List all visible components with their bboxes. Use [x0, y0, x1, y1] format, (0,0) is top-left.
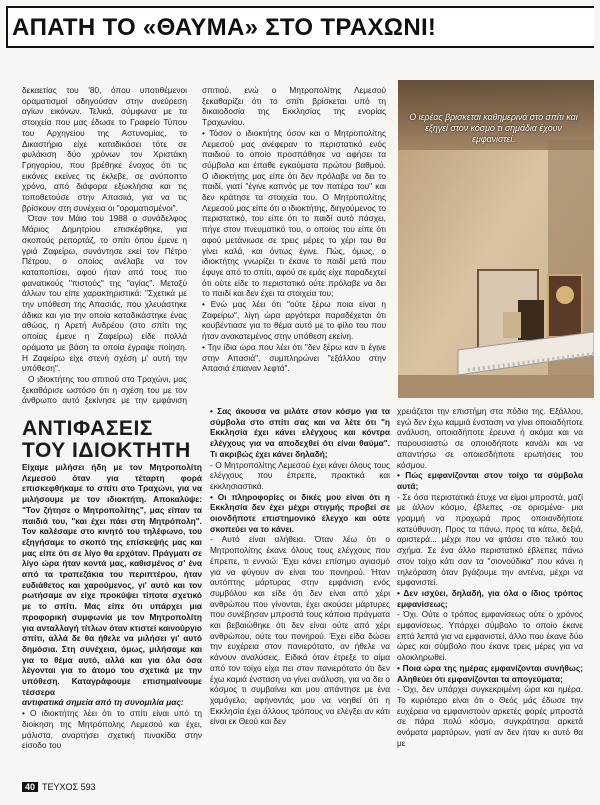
article-column-2: [202, 85, 386, 405]
photo-caption: Ο ιερέας βρισκεται καθημερινά στο σπίτι και εξηγεί στον κόσμο τι σημάδια έχουν εμφανιστεί.: [409, 112, 578, 144]
section-subheading: ΑΝΤΙΦΑΣΕΙΣ ΤΟΥ ΙΔΙΟΚΤΗΤΗ: [22, 417, 191, 462]
answer: - Όχι. Ούτε ο τρόπος εμφανίσεως ούτε ο χρόνος εμφανίσεως. Υπάρχει σύμβολο το οποίο έκανε επτά λεπτά για να εμφανιστεί, άλλο που έκανε δύο ώρες και σύμβολο που έκανε τρεις μέρες για να ολοκληρωθεί.: [397, 609, 583, 663]
page-footer: [22, 782, 96, 792]
paragraph: σπιτιού, ενώ ο Μητροπολίτης Λεμεσού ξεκαθαρίζει ότι το σπίτι βρίσκεται υπό τη δικαιοδοσία της Εκκλησίας της ενορίας Τραχωνίου.: [202, 85, 386, 128]
answer: - Σε όσα περιστατικά έτυχε να είμαι μπροστά, μαζί με άλλον κόσμο, έβλεπες -σε ορισμένα- μια γραμμή να προχωρά προς οποιανδήποτε κατεύθυνση. Προς τα πάνω, προς τα κάτω, δεξιά, αριστερά... μέχρι που να φτάσει στο τελικό του σχήμα. Σε ένα άλλο περιστατικό έβλεπες πάνω στον τοίχο κάτι σαν τα "σιονούδικα" που κάνει η τηλεόραση όταν βγάζουμε την αντένα, μέχρι να εμφανιστεί.: [397, 491, 583, 588]
answer: - Αυτό είναι αλήθεια. Όταν λέω ότι ο Μητροπολίτης έκανε όλους τους ελέγχους που έπρεπε, τι εννοώ: Έχει κάνει επίσημο αγιασμό για να φύγουν αν είναι του πονηρού. Ήταν αυτόπτης μάρτυρας στην εμφάνιση ενός συμβόλου και είδε ότι δεν είναι από χέρι ανθρώπου που γίνονται, έχει ακούσει μάρτυρες που συνέβησαν μπροστά τους κάποια πράγματα και βεβαιώθηκε ότι δεν είναι ούτε από χέρι ανθρώπου, ούτε του πονηρού. Έχει είδα δώσει την ευχέρεια στον πανιερότατο, αν ήθελε να κάνουν αναλύσεις. Ειδικά όταν έτρεξε το αίμα από τον τοίχο είχα πει στον πανιερότατο ότι δεν έχω καμιά ένσταση να γίνει ανάλυση, για να δει ο κόσμος τι συμβαίνει και μου απάντησε με ένα χαμόγελο, αφήνοντάς μου να νοηθεί ότι η Εκκλησία έχει άλλους τρόπους να ελέγξει αν κάτι είναι εκ Θεού και δεν: [210, 534, 390, 727]
paragraph: • Ενώ μας λέει ότι "ούτε ξέρω ποια είναι η Ζαφείρω", λίγη ώρα αργότερα παραδέχεται ότι κουβέντιασε για το θέμα αυτό με το φίλο του που ήταν ανακατεμένος στην υπόθεση εκείνη.: [202, 299, 386, 342]
question: • Ποια ώρα της ημέρας εμφανίζονται συνήθως; Αληθεύει ότι εμφανίζονται τα απογεύματα;: [397, 662, 583, 684]
page-number: 40: [22, 782, 38, 792]
article-column-3: [22, 462, 202, 777]
header-bar: [6, 6, 594, 48]
question: • Σας άκουσα να μιλάτε στον κόσμο για τα σύμβολα στο σπίτι σας και να λέτε ότι "η Εκκλησία έχει κάνει ελέγχους και κόντρα ελέγχους για να αποδεχθεί ότι είναι θαύμα". Τι ακριβώς έχει κάνει δηλαδή;: [210, 406, 390, 459]
article-column-5: [397, 406, 583, 776]
question: • Οι πληροφορίες οι δικές μου είναι ότι η Εκκλησία δεν έχει μέχρι στιγμής προβεί σε οιονδήποτε επιστημονικό έλεγχο και ούτε σκοπεύει να το κάνει.: [210, 491, 390, 534]
paragraph: Όταν τον Μάιο του 1988 ο συνάδελφος Μάριος Δημητρίου επισκέφθηκε, για σκοπούς ρεπορτάζ, το σπίτι όπου έμενε η γριά Ζαφείρω, συνάντησε εκεί τον Πέτρο Πέτρου, ο οποίος ανέλαβε να τον καταποπίσει, αφού ήταν από τους πιο φανατικούς "πιστούς" της "αγίας". Μεταξύ άλλων του είπε χαρακτηριστικά: "Σχετικά με την υπόθεση της Απασιάς, που χλευάστηκε άδικα και για την οποία καταδικάστηκε ένας αθώος, η Αρετή Ανδρέου (στο σπίτι της οποίας έμενε η Ζαφείρω) είδε πολλά οράματα με βάση τα οποία έγραψε ποίηση. Η Ζαφείρω είχε στενή σχέση μ' αυτή την υπόθεση".: [22, 213, 187, 374]
paragraph: δεκαετίας του '80, όπου υποτιθέμενοι οραματισμοί οδηγούσαν στην ανεύρεση αγίων εικόνων. Τελικά, σύμφωνα με τα στοιχεία που μας έδωσε το Γραφείο Τύπου του Αρχηγείου της Αστυνομίας, το Δικαστήριο είχε καταδικάσει τότε σε φυλάκιση δύο χρόνων τον Χριστάκη Γρηγορίου, που βρέθηκε ένοχος ότι τις εικόνες εκείνες τις έκλεβε, σε ανύποπτο χρόνο, από διάφορα εξωκλήσια και τις τοποθετούσε στην Απασιιά, για να τις βρίσκουν στη συνέχεια οι "οραματισμένοι".: [22, 85, 187, 213]
page-title: ΑΠΑΤΗ ΤΟ «ΘΑΥΜΑ» ΣΤΟ ΤΡΑΧΩΝΙ!: [12, 14, 437, 41]
article-column-1: [22, 85, 187, 405]
intro-paragraph: Είχαμε μιλήσει ήδη με τον Μητροπολίτη Λεμεσού όταν για τέταρτη φορά επισκεφθήκαμε το σπίτι στο Τραχώνι, για να μιλήσουμε με τον ιδιοκτήτη. Αποκαλύψε: "Τον ζήτησε ο Μητροπολίτης", μας είπαν τα παιδιά του, "και έχει πάει στη Μητρόπολη". Τον καλέσαμε στο κινητό του τηλέφωνο, του εξηγήσαμε το σκοπό της επίσκεψής μας και μας είπε ότι σε λίγο θα ερχόταν. Πράγματι σε λίγο ώρα ήταν κοντά μας, καθισμένος σ' ένα από τα τραπεζάκια του περιπτέρου, ήταν ευδιάθετος και χαρούμενος, γι' αυτό και τον ρωτήσαμε αν είχε προκύψει τίποτα σχετικό με το σπίτι. Μας είπε ότι υπάρχει μια προφορική συμφωνία με τον Μητροπολίτη για ανταλλαγή τίτλων όταν κτιστεί καινούργιο σπίτι, αλλά δε θα ήθελε να μιλήσει γι' αυτό δημόσια. Στη συνέχεια, όμως, μιλήσαμε και για το θέμα αυτό, αλλά και για όλα όσα λέγονται για το άτομο του σχετικά με την υπόθεση. Καταγράφουμε επισημαίνουμε τέσσερα: [22, 462, 202, 697]
article-column-4: [210, 406, 390, 776]
issue-number: ΤΕΥΧΟΣ 593: [42, 782, 96, 792]
question: • Δεν ισχύει, δηλαδή, για όλα ο ίδιος τρόπος εμφανίσεως;: [397, 587, 583, 609]
paragraph: Ο ιδιοκτήτης του σπιτιού στο Τραχώνι, μας ξεκαθάρισε ωστόσο ότι η σχέση του με τον άνθρωπο αυτό ξεκίνησε με την εμφάνιση: [22, 373, 187, 405]
answer: - Όχι, δεν υπάρχει συγκεκριμένη ώρα και ημέρα. Το κυριότερο είναι ότι ο Θεός μάς έδωσε την ευχέρεια να εμφανιστούν αρκετές φορές μπροστά σε πάρα πολύ κόσμο, συγκράτησα αρκετά ονόματα μαρτύρων, γιατί αν δεν ήταν κι αυτό θα με: [397, 684, 583, 748]
list-heading: αντιφατικά σημεία από τη συνομιλία μας:: [22, 697, 184, 708]
paragraph: χρειάζεται την επιστήμη στα πόδια της. Εξάλλου, εγώ δεν έχω καμμιά ένσταση να γίνει οποιαδήποτε ανάλυση, οποιαδήποτε έρευνα ή ακόμα και να παρουσιαστώ σε οποιοδήποτε κανάλι και να απαντήσω σε οποιεσδήποτε ερωτήσεις του κόσμου.: [397, 406, 583, 470]
answer: - Ο Μητροπολίτης Λεμεσού έχει κάνει όλους τους ελέγχους που έπρεπε, πρακτικά και εκκλησιαστικά.: [210, 459, 390, 491]
paragraph: • Τόσον ο ιδιοκτήτης όσον και ο Μητροπολίτης Λεμεσού μας ανέφεραν το περιστατικό ενός παιδιού το οποίο προσπάθησε να αφήσει τα σύμβολα και έπαθε εγκαύματα πρώτου βαθμού. Ο ιδιοκτήτης μας είπε ότι δεν πρόλαβε να δει το παιδί, γιατί "έγινε καπνός με τον πατέρα του" και δεν κράτησε τα στοιχεία του. Ο Μητροπολίτης Λεμεσού μας είπε ότι ο ιδιοκτήτης, διηγούμενος το περιστατικό, του είπε ότι το παιδί αυτό πάσχει, πήγε στον πνευματικό του, ο οποίος του είπε ότι αφού μετάνιωσε σε τρεις μέρες το χέρι του θα γίνει καλά, και όντως έγινε. Πώς, όμως, ο ιδιοκτήτης γνωρίζει τι έκανε το παιδί μετά που έφυγε από το σπίτι, αφού σε εμάς είχε παραδεχτεί ότι ούτε είδε το περιστατικό ούτε πρόλαβε να δει το παιδί και δεν έχει τα στοιχεία του;: [202, 127, 386, 299]
paragraph: • Ο ιδιοκτήτης λέει ότι το σπίτι είναι υπό τη διοίκηση της Μητρόπολης Λεμεσού και έχει, μάλιστα, αναρτήσει σχετική πινακίδα στην είσοδο του: [22, 708, 202, 751]
paragraph: • Την ίδια ώρα που λέει ότι "δεν ξέρω καν τι έγινε στην Απασιά", συμπληρώνει "εξάλλου στην Απασιά έπιαναν λεφτά".: [202, 341, 386, 374]
question: • Πώς εμφανίζονται στον τοίχο τα σύμβολα αυτά;: [397, 470, 583, 491]
